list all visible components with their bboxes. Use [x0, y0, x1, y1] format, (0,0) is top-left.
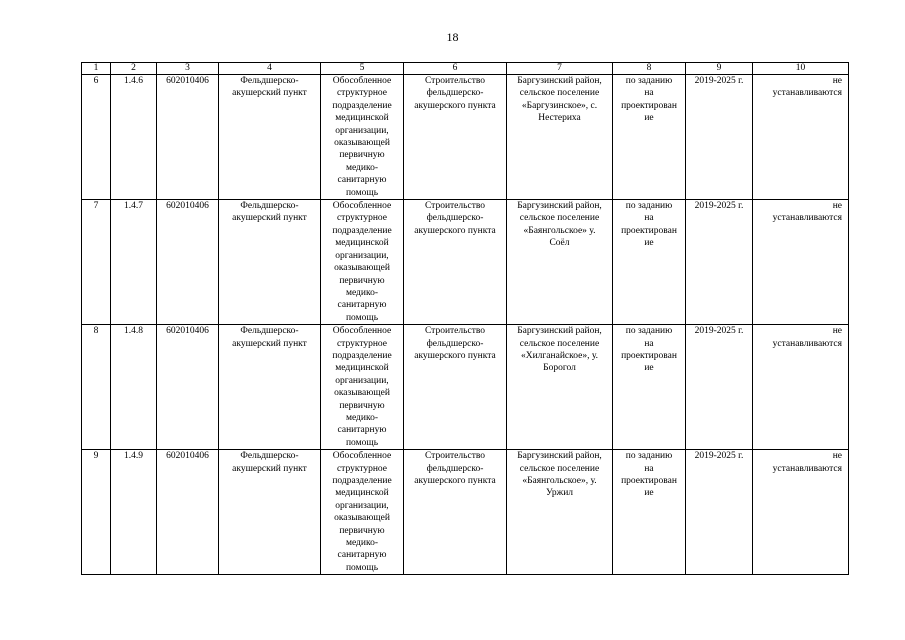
object-name-cell: Фельдшерско- акушерский пункт [219, 325, 321, 450]
period-cell: 2019-2025 г. [686, 325, 753, 450]
purpose-cell: Обособленное структурное подразделение медицинской организации, оказывающей первичную медико- санитарную помощь [321, 325, 404, 450]
okof-cell: 602010406 [157, 75, 219, 200]
purpose-cell: Обособленное структурное подразделение медицинской организации, оказывающей первичную медико- санитарную помощь [321, 75, 404, 200]
period-cell: 2019-2025 г. [686, 75, 753, 200]
zones-cell: не устанавливаются [753, 75, 849, 200]
row-number-cell: 8 [82, 325, 111, 450]
object-name-cell: Фельдшерско- акушерский пункт [219, 200, 321, 325]
table-row [82, 75, 849, 200]
work-type-cell: Строительство фельдшерско- акушерского пункта [404, 200, 507, 325]
purpose-cell: Обособленное структурное подразделение медицинской организации, оказывающей первичную медико- санитарную помощь [321, 450, 404, 575]
column-header: 9 [686, 63, 753, 75]
row-number-cell: 7 [82, 200, 111, 325]
column-header: 4 [219, 63, 321, 75]
column-header: 3 [157, 63, 219, 75]
object-name-cell: Фельдшерско- акушерский пункт [219, 450, 321, 575]
object-name-cell: Фельдшерско- акушерский пункт [219, 75, 321, 200]
okof-cell: 602010406 [157, 450, 219, 575]
row-number-cell: 9 [82, 450, 111, 575]
period-cell: 2019-2025 г. [686, 450, 753, 575]
zones-cell: не устанавливаются [753, 450, 849, 575]
work-type-cell: Строительство фельдшерско- акушерского пункта [404, 325, 507, 450]
location-cell: Баргузинский район, сельское поселение «Хилганайское», у. Борогол [507, 325, 613, 450]
basis-cell: по заданию на проектирован ие [613, 450, 686, 575]
work-type-cell: Строительство фельдшерско- акушерского пункта [404, 75, 507, 200]
code-cell: 1.4.7 [111, 200, 157, 325]
okof-cell: 602010406 [157, 200, 219, 325]
location-cell: Баргузинский район, сельское поселение «Баянгольское» у. Соёл [507, 200, 613, 325]
column-header: 6 [404, 63, 507, 75]
basis-cell: по заданию на проектирован ие [613, 200, 686, 325]
location-cell: Баргузинский район, сельское поселение «Баянгольское», у. Уржил [507, 450, 613, 575]
location-cell: Баргузинский район, сельское поселение «Баргузинское», с. Нестериха [507, 75, 613, 200]
code-cell: 1.4.6 [111, 75, 157, 200]
code-cell: 1.4.8 [111, 325, 157, 450]
column-header: 10 [753, 63, 849, 75]
okof-cell: 602010406 [157, 325, 219, 450]
table-row [82, 325, 849, 450]
zones-cell: не устанавливаются [753, 325, 849, 450]
row-number-cell: 6 [82, 75, 111, 200]
table-row [82, 450, 849, 575]
purpose-cell: Обособленное структурное подразделение медицинской организации, оказывающей первичную медико- санитарную помощь [321, 200, 404, 325]
header-row [82, 63, 849, 75]
column-header: 8 [613, 63, 686, 75]
basis-cell: по заданию на проектирован ие [613, 325, 686, 450]
objects-table [81, 62, 849, 575]
table-row [82, 200, 849, 325]
work-type-cell: Строительство фельдшерско- акушерского пункта [404, 450, 507, 575]
column-header: 7 [507, 63, 613, 75]
column-header: 1 [82, 63, 111, 75]
code-cell: 1.4.9 [111, 450, 157, 575]
zones-cell: не устанавливаются [753, 200, 849, 325]
column-header: 5 [321, 63, 404, 75]
column-header: 2 [111, 63, 157, 75]
page-number: 18 [446, 30, 459, 44]
basis-cell: по заданию на проектирован ие [613, 75, 686, 200]
period-cell: 2019-2025 г. [686, 200, 753, 325]
